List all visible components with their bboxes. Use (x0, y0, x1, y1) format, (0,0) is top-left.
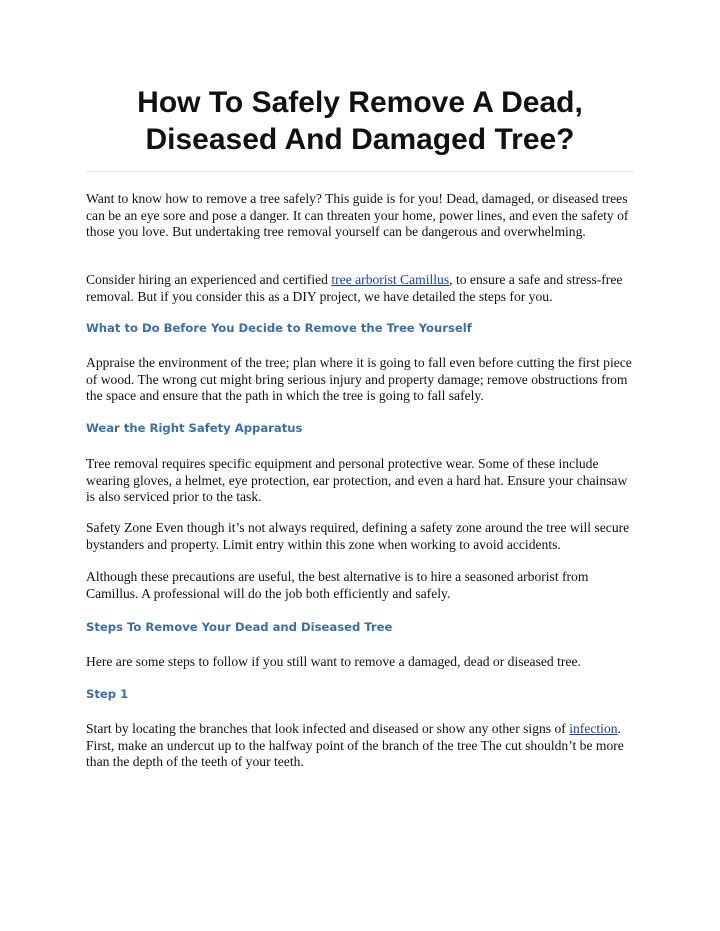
title-divider (86, 171, 634, 172)
heading-step-1: Step 1 (86, 687, 129, 701)
steps-intro-paragraph: Here are some steps to follow if you still want to remove a damaged, dead or diseased tree. (86, 654, 581, 669)
step1-text-before: Start by locating the branches that look infected and diseased or show any other signs of (86, 721, 570, 736)
title-line-1: How To Safely Remove A Dead, (137, 86, 583, 119)
page-title (60, 84, 660, 158)
heading-safety-apparatus: Wear the Right Safety Apparatus (86, 421, 303, 435)
step1-text-after: . First, make an undercut up to the halfway point of the branch of the tree The cut shouldn’t be more than the depth of the teeth of your teeth. (86, 721, 624, 769)
intro-paragraph: Want to know how to remove a tree safely? This guide is for you! Dead, damaged, or diseased trees can be an eye sore and pose a danger. It can threaten your home, power lines, and even the safety of those you love. But undertaking tree removal yourself can be dangerous and overwhelming. (86, 191, 629, 239)
hire-paragraph (86, 272, 634, 305)
heading-before-removal: What to Do Before You Decide to Remove the Tree Yourself (86, 321, 472, 335)
safety-zone-paragraph: Safety Zone Even though it’s not always required, defining a safety zone around the tree will secure bystanders and property. Limit entry within this zone when working to avoid accidents. (86, 520, 630, 552)
alternative-paragraph: Although these precautions are useful, the best alternative is to hire a seasoned arborist from Camillus. A professional will do the job both efficiently and safely. (86, 569, 589, 601)
hire-text-before: Consider hiring an experienced and certified (86, 272, 332, 287)
appraise-paragraph: Appraise the environment of the tree; plan where it is going to fall even before cutting the first piece of wood. The wrong cut might bring serious injury and property damage; remove obstructions from the space and ensure that the path in which the tree is going to fall safely. (86, 355, 632, 403)
step1-paragraph (86, 721, 634, 771)
infection-link[interactable]: infection (569, 721, 618, 736)
equipment-paragraph: Tree removal requires specific equipment and personal protective wear. Some of these include wearing gloves, a helmet, eye protection, ear protection, and even a hard hat. Ensure your chainsaw is also serviced prior to the task. (86, 456, 628, 504)
title-line-2: Diseased And Damaged Tree? (145, 123, 575, 156)
tree-arborist-link[interactable]: tree arborist Camillus (331, 272, 450, 287)
heading-steps: Steps To Remove Your Dead and Diseased Tree (86, 620, 393, 634)
hire-text-after: , to ensure a safe and stress-free removal. But if you consider this as a DIY project, we have detailed the steps for you. (86, 272, 623, 304)
